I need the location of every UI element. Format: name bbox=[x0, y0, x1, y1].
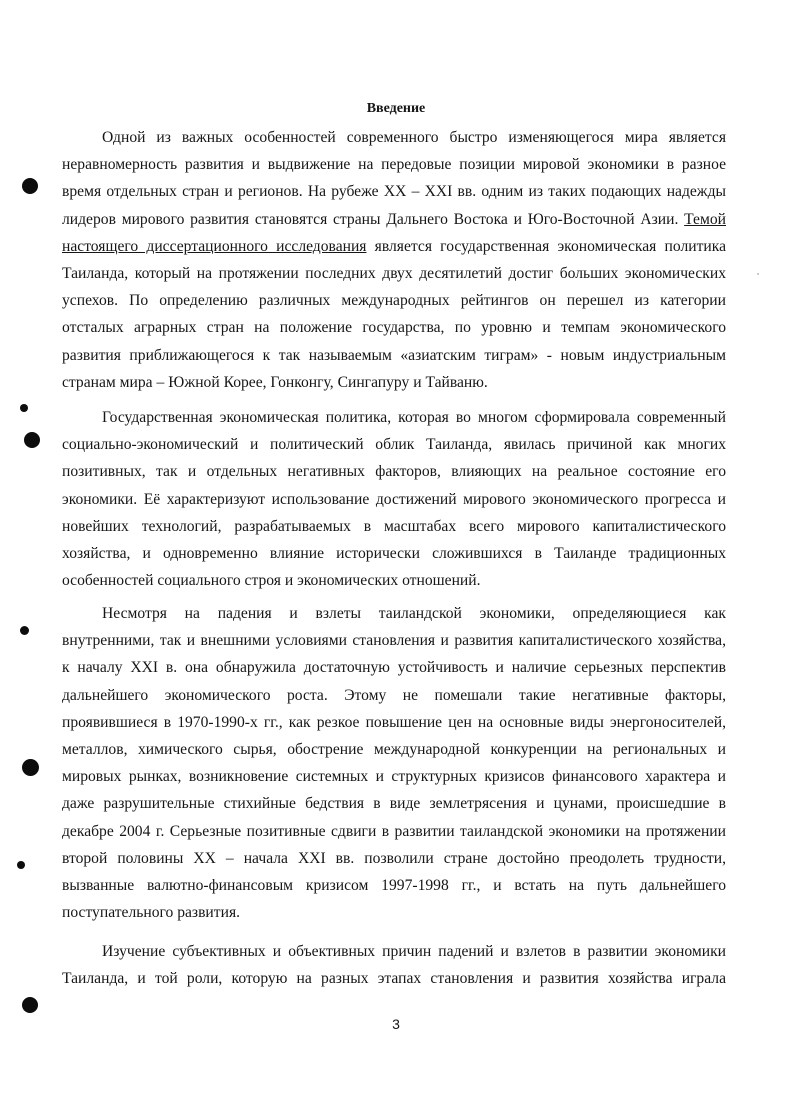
text-line: позитивных, так и отдельных негативных факторов, влияющих на реальное состояние его bbox=[62, 463, 726, 481]
text-line: мировых рынках, возникновение системных и структурных кризисов финансового характера и bbox=[62, 768, 726, 786]
underlined-phrase: настоящего диссертационного исследования bbox=[62, 237, 367, 255]
text-line: социально-экономический и политический облик Таиланда, явилась причиной как многих bbox=[62, 436, 726, 454]
text-line: металлов, химического сырья, обострение международной конкуренции на региональных и bbox=[62, 740, 726, 758]
text-line: странам мира – Южной Корее, Гонконгу, Сингапуру и Тайваню. bbox=[62, 373, 488, 391]
underlined-phrase: Темой bbox=[684, 210, 726, 228]
page-number: 3 bbox=[392, 1016, 400, 1032]
text-line: Государственная экономическая политика, которая во многом сформировала современный bbox=[102, 409, 726, 426]
text-line: вызванные валютно-финансовым кризисом 1997-1998 гг., и встать на путь дальнейшего bbox=[62, 876, 726, 894]
text-line: развития приближающегося к так называемым «азиатским тиграм» - новым индустриальным bbox=[62, 346, 726, 364]
text-line: экономики. Её характеризуют использование достижений мирового экономического прогресса и bbox=[62, 490, 726, 508]
scan-speck bbox=[757, 273, 759, 275]
text-line: время отдельных стран и регионов. На рубеже XX – XXI вв. одним из таких подающих надежды bbox=[62, 183, 726, 201]
punch-hole-mark bbox=[20, 404, 28, 412]
text-line: Изучение субъективных и объективных причин падений и взлетов в развитии экономики bbox=[102, 943, 726, 960]
paragraph-1 bbox=[62, 124, 726, 396]
text-line: второй половины XX – начала XXI вв. позволили стране достойно преодолеть трудности, bbox=[62, 849, 726, 867]
text-line: успехов. По определению различных международных рейтингов он перешел из категории bbox=[62, 292, 726, 310]
punch-hole-mark bbox=[17, 861, 25, 869]
text-line: Таиланда, который на протяжении последних двух десятилетий достиг больших экономических bbox=[62, 264, 726, 282]
text-line: проявившиеся в 1970-1990-х гг., как резкое повышение цен на основные виды энергоносителей, bbox=[62, 713, 726, 731]
punch-hole-mark bbox=[22, 759, 39, 776]
text-line: Таиланда, и той роли, которую на разных этапах становления и развития хозяйства играла bbox=[62, 970, 726, 988]
text-line: неравномерность развития и выдвижение на передовые позиции мировой экономики в разное bbox=[62, 156, 726, 174]
punch-hole-mark bbox=[20, 626, 29, 635]
text-line: новейших технологий, разрабатываемых в масштабах всего мирового капиталистического bbox=[62, 517, 726, 535]
punch-hole-mark bbox=[22, 178, 38, 194]
text-line: лидеров мирового развития становятся страны Дальнего Востока и Юго-Восточной Азии. Темой bbox=[62, 210, 726, 228]
text-line: Одной из важных особенностей современного быстро изменяющегося мира является bbox=[102, 129, 726, 146]
page-title: Введение bbox=[366, 101, 426, 116]
text-line: отсталых аграрных стран на положение государства, по уровню и темпам экономического bbox=[62, 319, 726, 337]
text-line: настоящего диссертационного исследования является государственная экономическая политика bbox=[62, 237, 726, 255]
paragraph-2 bbox=[62, 404, 726, 594]
text-line: Несмотря на падения и взлеты таиландской экономики, определяющиеся как bbox=[102, 605, 726, 622]
text-line: к началу XXI в. она обнаружила достаточную устойчивость и наличие серьезных перспектив bbox=[62, 659, 726, 677]
text-line: даже разрушительные стихийные бедствия в виде землетрясения и цунами, происшедшие в bbox=[62, 795, 726, 813]
text-line: хозяйства, и одновременно влияние исторически сложившихся в Таиланде традиционных bbox=[62, 544, 726, 562]
text-line: декабре 2004 г. Серьезные позитивные сдвиги в развитии таиландской экономики на протяжении bbox=[62, 822, 726, 840]
text-line: дальнейшего экономического роста. Этому не помешали такие негативные факторы, bbox=[62, 686, 726, 704]
text-line: особенностей социального строя и экономических отношений. bbox=[62, 572, 481, 590]
text-line: поступательного развития. bbox=[62, 904, 241, 922]
punch-hole-mark bbox=[24, 432, 40, 448]
text-line: внутренними, так и внешними условиями становления и развития капиталистического хозяйства, bbox=[62, 632, 726, 650]
paragraph-3 bbox=[62, 600, 726, 926]
paragraph-4 bbox=[62, 938, 726, 992]
punch-hole-mark bbox=[22, 997, 38, 1013]
